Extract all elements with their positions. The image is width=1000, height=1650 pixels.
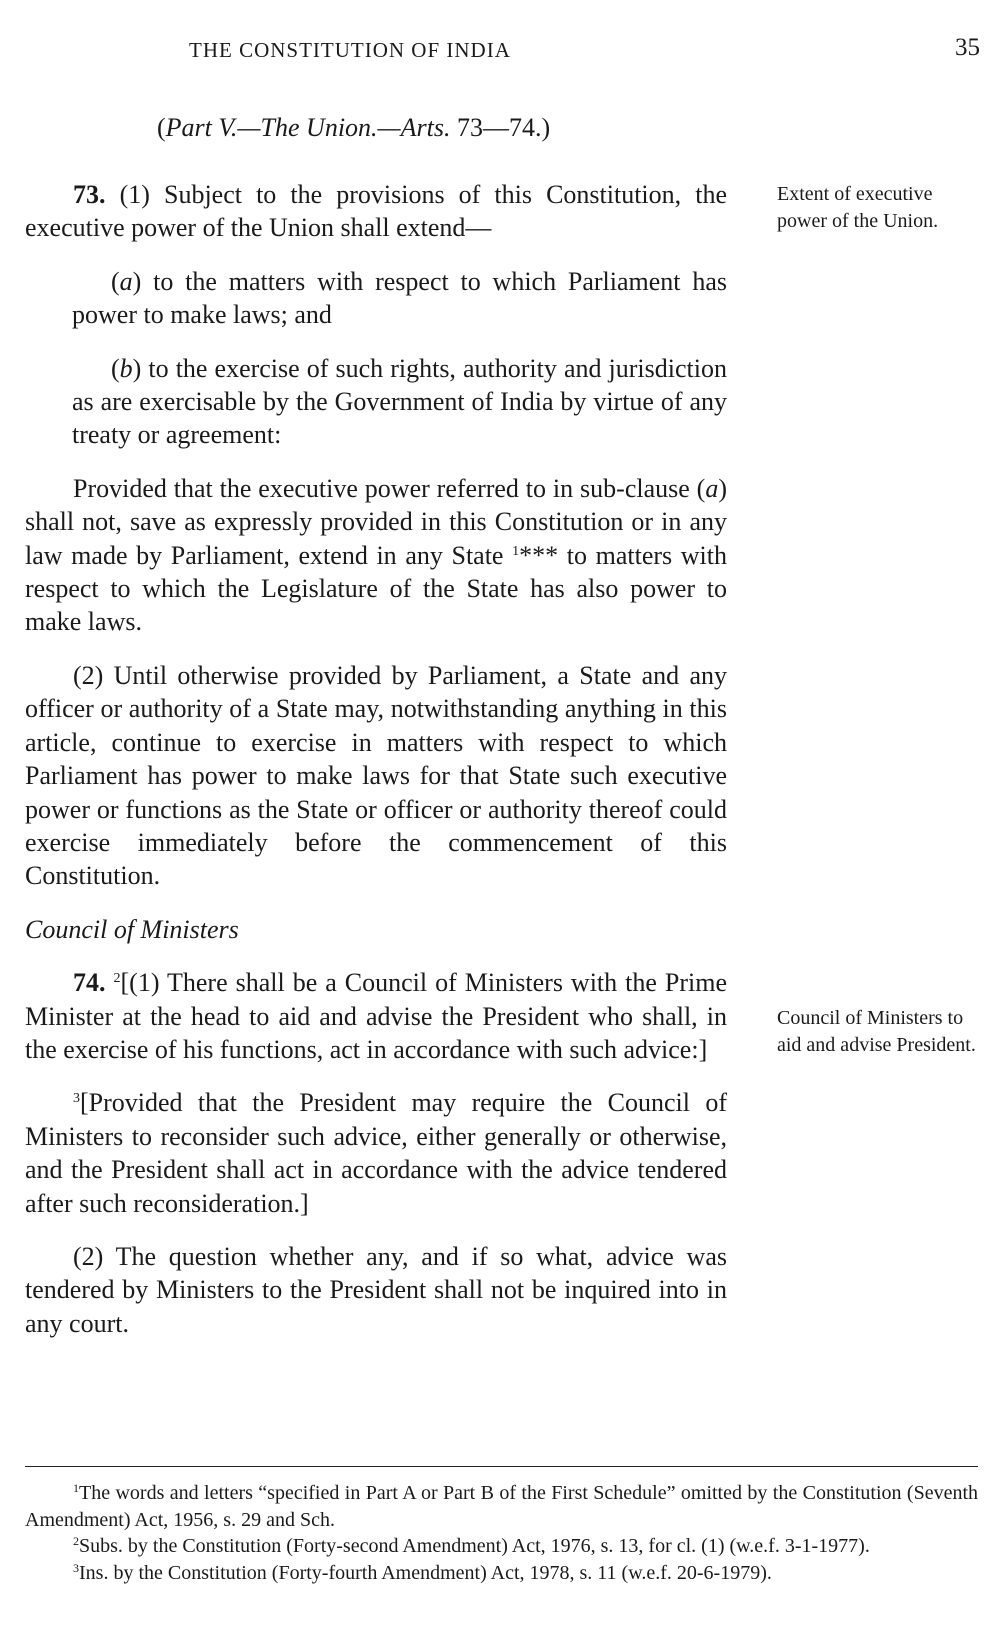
running-title: THE CONSTITUTION OF INDIA <box>189 38 511 62</box>
margin-note-article-73: Extent of executive power of the Union. <box>777 183 939 232</box>
article-73-clause-2: (2) Until otherwise provided by Parliament, a State and any officer or authority of a State may, notwithstanding anything in this article, continue to exercise in matters with respect to which Parliament has power to make laws for that State such executive power or functions as the State or officer or authority thereof could exercise immediately before the commencement of this Constitution. <box>25 660 727 891</box>
article-73-clause-1 <box>25 178 727 245</box>
article-74-number: 74. <box>73 968 106 998</box>
article-73-sub-clause-a: (a) to the matters with respect to which Parliament has power to make laws; and <box>72 266 727 330</box>
article-body <box>25 178 727 1360</box>
footnote-divider <box>25 1466 978 1467</box>
footnote-3-marker: 3 <box>73 1560 79 1575</box>
part-reference-title: Part V.—The Union.—Arts. <box>165 113 451 142</box>
proviso-text-start: Provided that the executive power referred to in sub-clause ( <box>73 473 706 503</box>
proviso-text-end: *** to matters with respect to which the Legislature of the State has also power to make laws. <box>25 540 728 637</box>
footnote-3-text: Ins. by the Constitution (Forty-fourth Amendment) Act, 1978, s. 11 (w.e.f. 20-6-1979). <box>79 1561 772 1584</box>
footnotes <box>25 1480 978 1586</box>
footnote-ref-3: 3 <box>73 1091 80 1107</box>
footnote-ref-2: 2 <box>113 971 121 987</box>
article-74-proviso <box>25 1086 727 1220</box>
footnote-2-marker: 2 <box>73 1534 79 1548</box>
article-73-proviso <box>25 472 727 639</box>
page-number: 35 <box>955 34 980 61</box>
part-reference <box>157 113 550 143</box>
footnote-ref-1: 1 <box>512 543 520 559</box>
footnote-3 <box>25 1560 978 1587</box>
article-73-number: 73. <box>73 180 106 209</box>
footnote-1 <box>25 1480 978 1533</box>
article-73-clause-1-text: (1) Subject to the provisions of this Constitution, the executive power of the Union shall extend— <box>25 180 727 243</box>
footnote-1-text: The words and letters “specified in Part A or Part B of the First Schedule” omitted by the Constitution (Seventh Amendment) Act, 1956, s. 29 and Sch. <box>25 1482 978 1531</box>
part-reference-range: 73—74.) <box>450 113 551 142</box>
margin-note-article-74: Council of Ministers to aid and advise President. <box>777 1007 976 1056</box>
proviso-letter: a <box>705 473 719 503</box>
article-74-clause-2: (2) The question whether any, and if so what, advice was tendered by Ministers to the President shall not be inquired into in any court. <box>25 1241 727 1338</box>
article-74-clause-1-text: [(1) There shall be a Council of Ministers with the Prime Minister at the head to aid and advise the President who shall, in the exercise of his functions, act in accordance with such advice:] <box>25 968 728 1064</box>
footnote-2 <box>25 1533 978 1560</box>
sub-clause-b-text: ) to the exercise of such rights, authority and jurisdiction as are exercisable by the Government of India by virtue of any treaty or agreement: <box>72 353 727 450</box>
sub-clause-a-text: ) to the matters with respect to which Parliament has power to make laws; and <box>72 266 727 330</box>
proviso-text-mid: ) shall not, save as expressly provided in this Constitution or in any law made by Parliament, extend in any State <box>25 473 727 570</box>
footnote-2-text: Subs. by the Constitution (Forty-second Amendment) Act, 1976, s. 13, for cl. (1) (w.e.f. 3-1-1977). <box>79 1535 870 1557</box>
sub-clause-b-letter: b <box>119 353 133 383</box>
article-74-proviso-text: [Provided that the President may require the Council of Ministers to reconsider such advice, either generally or otherwise, and the President shall act in accordance with the advice tendered after such reconsideration.] <box>25 1088 727 1218</box>
section-heading: Council of Ministers <box>25 914 239 944</box>
footnote-1-marker: 1 <box>73 1481 79 1495</box>
article-73-sub-clause-b: (b) to the exercise of such rights, authority and jurisdiction as are exercisable by the Government of India by virtue of any treaty or agreement: <box>72 353 727 450</box>
part-reference-open: ( <box>157 113 166 142</box>
sub-clause-a-letter: a <box>119 266 133 296</box>
article-74-clause-1 <box>25 966 727 1066</box>
